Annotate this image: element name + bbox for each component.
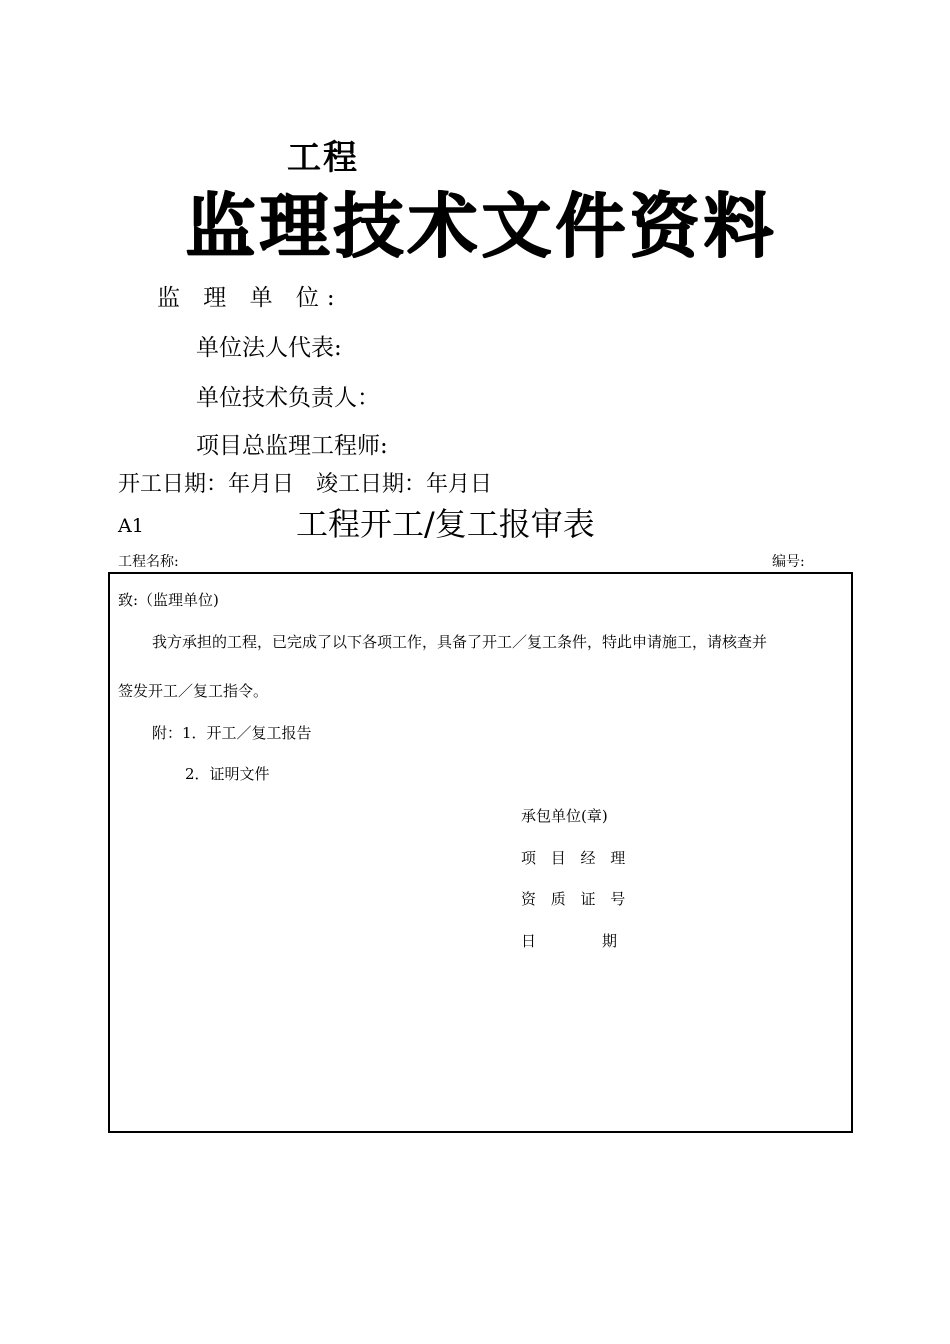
application-paragraph-line-1: 我方承担的工程，已完成了以下各项工作，具备了开工／复工条件，特此申请施工，请核查并 (152, 633, 768, 651)
form-title: 工程开工/复工报审表 (296, 505, 595, 543)
legal-representative-label: 单位法人代表: (196, 335, 342, 361)
contractor-seal-label: 承包单位(章) (521, 807, 608, 825)
application-paragraph-line-2: 签发开工／复工指令。 (118, 682, 269, 700)
form-code: A1 (118, 515, 144, 537)
supervision-unit-label: 监 理 单 位: (157, 285, 343, 311)
addressee-line: 致:（监理单位) (118, 591, 219, 609)
project-dates-line: 开工日期：年月日 竣工日期：年月日 (118, 472, 493, 497)
chief-engineer-label: 项目总监理工程师: (196, 433, 388, 459)
date-label-char-1: 日 (521, 932, 537, 950)
project-manager-label: 项 目 经 理 (521, 849, 631, 867)
date-label-char-2: 期 (602, 932, 618, 950)
project-title-prefix: 工程 (287, 138, 359, 178)
serial-number-label: 编号: (772, 554, 805, 570)
form-border-box (108, 572, 853, 1133)
technical-lead-label: 单位技术负责人： (196, 385, 380, 411)
project-name-label: 工程名称: (118, 554, 179, 570)
date-label (521, 931, 617, 951)
attachment-item-1: 附：1．开工／复工报告 (152, 724, 312, 742)
qualification-cert-label: 资 质 证 号 (521, 890, 631, 908)
attachment-item-2: 2．证明文件 (185, 765, 270, 783)
document-main-title: 监理技术文件资料 (185, 185, 777, 267)
